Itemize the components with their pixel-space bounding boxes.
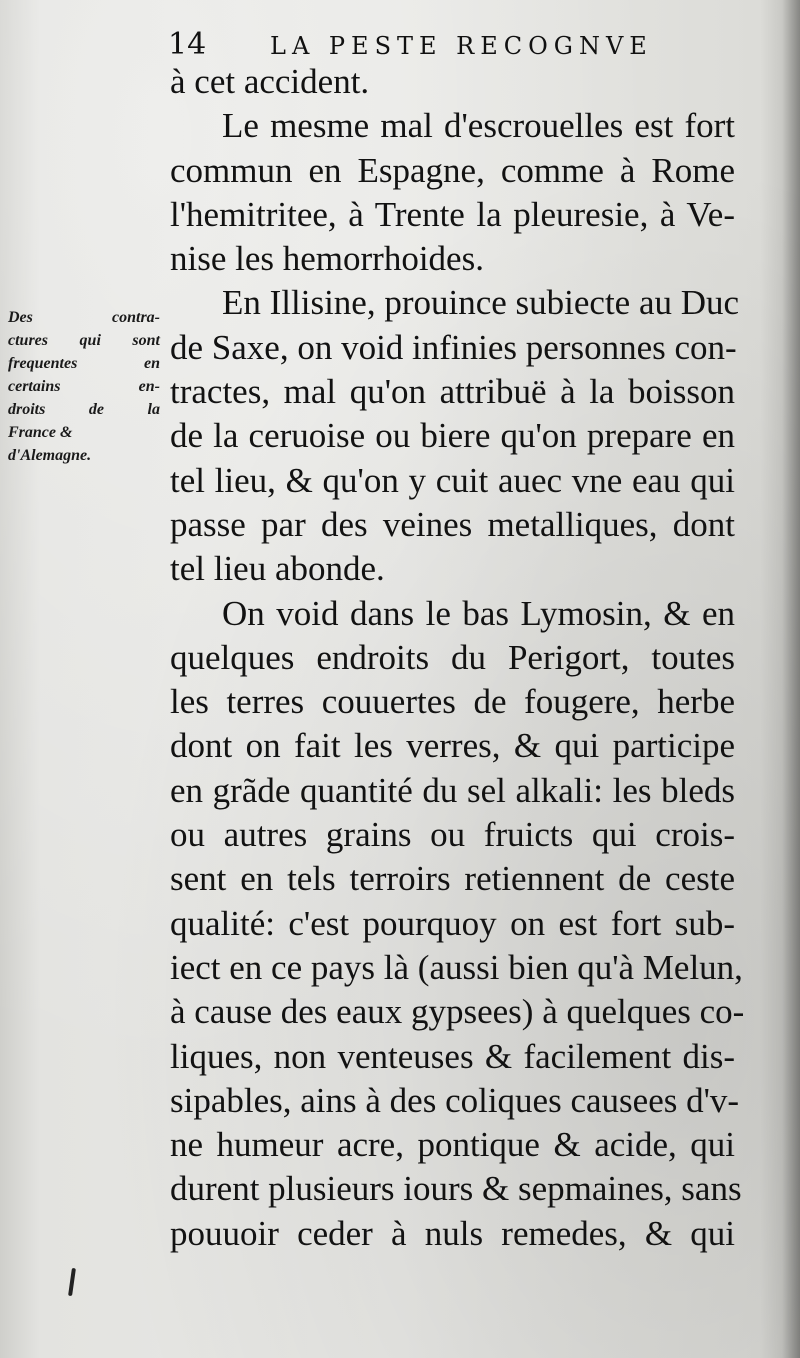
text-line: iect en ce pays là (aussi bien qu'à Melun, (170, 947, 743, 987)
text-line: en grãde quantité du sel alkali: les bleds (170, 770, 735, 810)
text-line: commun en Espagne, comme à Rome (170, 150, 735, 190)
text-line: liques, non venteuses & facilement dis- (170, 1036, 735, 1076)
page-number: 14 (168, 27, 207, 62)
text-line: sent en tels terroirs retiennent de ceste (170, 859, 735, 899)
margin-note-line: France & (8, 424, 73, 441)
text-line: Le mesme mal d'escrouelles est fort (222, 106, 735, 146)
text-line: ou autres grains ou fruicts qui crois- (170, 815, 735, 855)
text-line: durent plusieurs iours & sepmaines, sans (170, 1169, 742, 1209)
body-text (170, 60, 745, 1256)
text-line: sipables, ains à des coliques causees d'v- (170, 1080, 740, 1120)
margin-note-line: certains en- (8, 378, 160, 395)
running-title: LA PESTE RECOGNVE (270, 32, 653, 60)
text-line: à cause des eaux gypsees) à quelques co- (170, 992, 745, 1032)
text-line: à cet accident. (170, 62, 370, 101)
text-line: passe par des veines metalliques, dont (170, 504, 735, 544)
text-line: En Illisine, prouince subiecte au Duc (222, 283, 740, 323)
text-line: de la ceruoise ou biere qu'on prepare en (170, 416, 735, 456)
text-line: dont on fait les verres, & qui participe (170, 726, 735, 766)
text-line: qualité: c'est pourquoy on est fort sub- (170, 903, 735, 943)
text-line: tel lieu abonde. (170, 549, 385, 589)
text-line: tel lieu, & qu'on y cuit auec vne eau qui (170, 460, 735, 500)
text-line: tractes, mal qu'on attribuë à la boisson (170, 372, 735, 412)
text-line: les terres couuertes de fougere, herbe (170, 682, 735, 722)
margin-note-line: frequentes en (8, 355, 160, 372)
text-line: de Saxe, on void infinies personnes con- (170, 327, 737, 367)
page-header (168, 22, 653, 62)
text-line: ne humeur acre, pontique & acide, qui (170, 1125, 735, 1165)
text-line: l'hemitritee, à Trente la pleuresie, à Ve- (170, 194, 735, 234)
page-edge-shadow (782, 0, 800, 1358)
margin-note-line: ctures qui sont (8, 332, 160, 349)
ink-mark (68, 1268, 76, 1296)
text-line: On void dans le bas Lymosin, & en (222, 593, 735, 633)
margin-note-line: droits de la (8, 401, 160, 418)
text-line: nise les hemorrhoides. (170, 239, 484, 279)
text-line: quelques endroits du Perigort, toutes (170, 637, 735, 677)
text-line: pouuoir ceder à nuls remedes, & qui (170, 1213, 735, 1253)
margin-note-line: d'Alemagne. (8, 447, 92, 464)
margin-note-line: Des contra- (8, 309, 160, 326)
margin-note (8, 306, 160, 467)
